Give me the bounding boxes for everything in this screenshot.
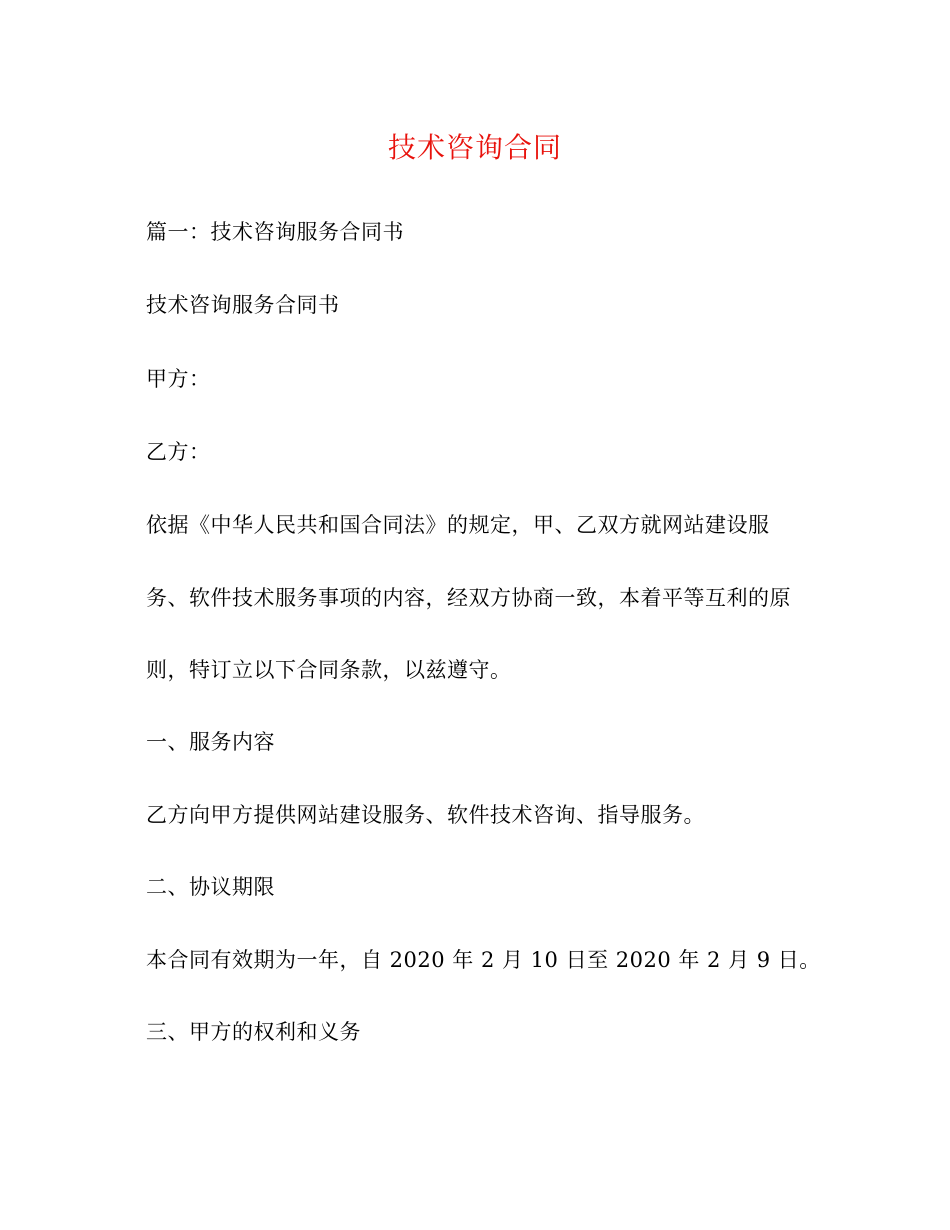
section-heading-service: 一、服务内容: [146, 730, 275, 754]
term-text: 本合同有效期为一年，自 2020 年 2 月 10 日至 2020 年 2 月 9 日。: [146, 948, 821, 972]
preamble-line-2: 务、软件技术服务事项的内容，经双方协商一致，本着平等互利的原: [146, 586, 791, 610]
party-b-label: 乙方：: [146, 440, 211, 464]
contract-name: 技术咨询服务合同书: [146, 293, 340, 317]
service-content-text: 乙方向甲方提供网站建设服务、软件技术咨询、指导服务。: [146, 803, 705, 827]
section-heading-part-one: 篇一：技术咨询服务合同书: [146, 220, 404, 244]
preamble-line-1: 依据《中华人民共和国合同法》的规定，甲、乙双方就网站建设服: [146, 513, 770, 537]
document-title: 技术咨询合同: [387, 131, 562, 164]
section-heading-party-a-rights: 三、甲方的权利和义务: [146, 1020, 361, 1044]
party-a-label: 甲方：: [146, 367, 211, 391]
section-heading-term: 二、协议期限: [146, 875, 275, 899]
preamble-line-3: 则，特订立以下合同条款，以兹遵守。: [146, 658, 512, 682]
